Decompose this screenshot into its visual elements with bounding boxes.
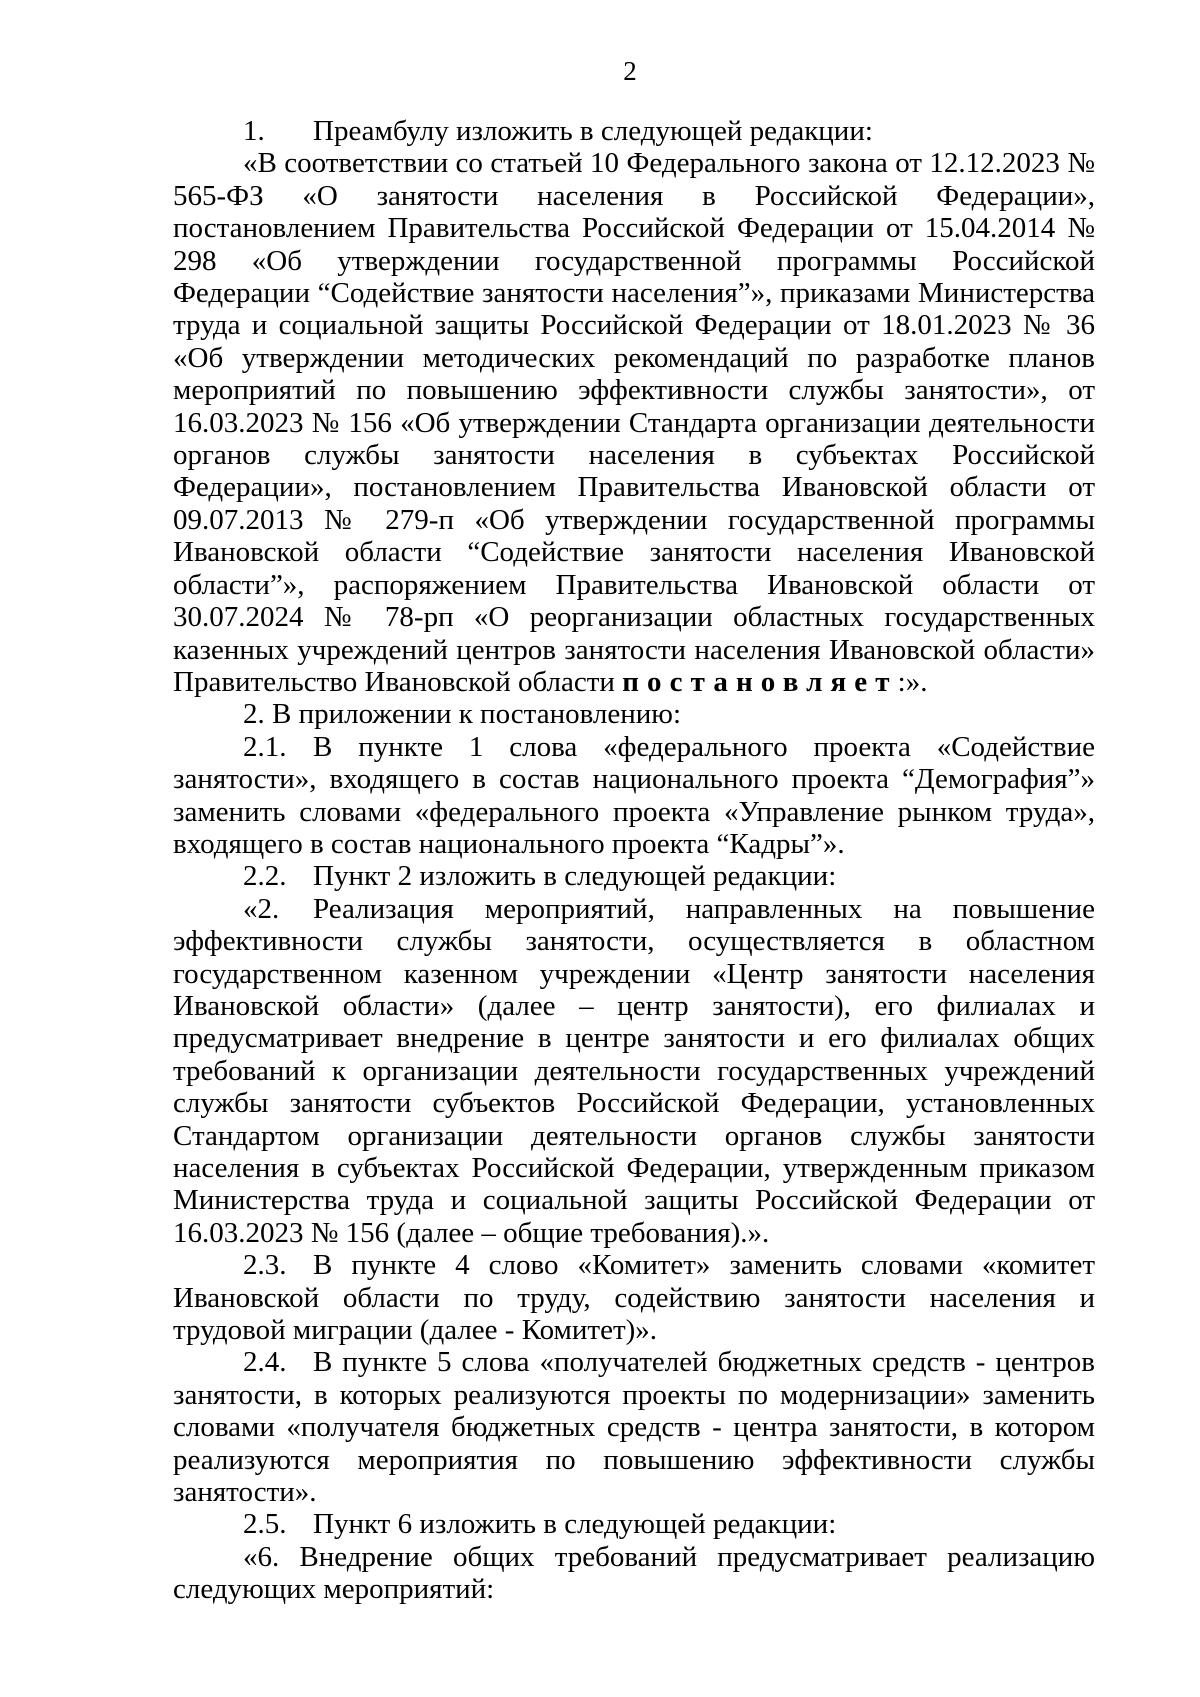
page-number: 2 [623, 56, 637, 86]
item-number: 1. [243, 115, 265, 147]
paragraph-quoted-6 [173, 1541, 1095, 1606]
paragraph-text: Преамбулу изложить в следующей редакции: [313, 115, 873, 147]
item-number: «2. [243, 892, 280, 925]
paragraph-text: «В соответствии со статьей 10 Федерального закона от 12.12.2023 № 565-ФЗ «О занятости населения в Российской Федерации», постановлением Правительства Российской Федерации от 15.04.2014 № 298 «Об утверждении государственной программы Российской Федерации “Содействие занятости населения”», приказами Министерства труда и социальной защиты Российской Федерации от 18.01.2023 № 36 «Об утверждении методических рекомендаций по разработке планов мероприятий по повышению эффективности службы занятости», от 16.03.2023 № 156 «Об утверждении Стандарта организации деятельности органов службы занятости населения в субъектах Российской Федерации», постановлением Правительства Ивановской области от 09.07.2013 № 279-п «Об утверждении государственной программы Ивановской области “Содействие занятости населения Ивановской области”», распоряжением Правительства Ивановской области от 30.07.2024 № 78-рп «О реорганизации областных государственных казенных учреждений центров занятости населения Ивановской области» Правительство Ивановской области [173, 147, 1095, 698]
item-number: 2.2. [243, 860, 287, 893]
paragraph-1 [173, 115, 1095, 147]
item-number: 2.5. [243, 1508, 287, 1541]
paragraph-text: Пункт 2 изложить в следующей редакции: [313, 860, 837, 893]
paragraph-preamble [173, 147, 1095, 698]
item-number: 2.4. [243, 1346, 287, 1379]
paragraph-2-2 [173, 860, 1095, 892]
paragraph-text: Пункт 6 изложить в следующей редакции: [313, 1508, 837, 1541]
paragraph-2 [173, 698, 1095, 730]
item-number: 2.1. [243, 730, 287, 763]
paragraph-text: В пункте 1 слова «федерального проекта «Содействие занятости», входящего в состав национального проекта “Демография”» заменить словами «федерального проекта «Управление рынком труда», входящего в состав национального проекта “Кадры”». [173, 730, 1095, 860]
paragraph-2-5 [173, 1508, 1095, 1540]
paragraph-text: Реализация мероприятий, направленных на повышение эффективности службы занятости, осуществляется в областном государственном казенном учреждении «Центр занятости населения Ивановской области» (далее – центр занятости), его филиалах и предусматривает внедрение в центре занятости и его филиалах общих требований к организации деятельности государственных учреждений службы занятости субъектов Российской Федерации, установленных Стандартом организации деятельности органов службы занятости населения в субъектах Российской Федерации, утвержденным приказом Министерства труда и социальной защиты Российской Федерации от 16.03.2023 № 156 (далее – общие требования).». [173, 892, 1095, 1249]
emphasized-word: постановляет [622, 665, 898, 698]
document-body [173, 115, 1095, 1606]
paragraph-2-3 [173, 1249, 1095, 1346]
paragraph-2-1 [173, 731, 1095, 861]
paragraph-text: В пункте 5 слова «получателей бюджетных средств - центров занятости, в которых реализуются проекты по модернизации» заменить словами «получателя бюджетных средств - центра занятости, в котором реализуются мероприятия по повышению эффективности службы занятости». [173, 1346, 1095, 1509]
paragraph-text: «6. Внедрение общих требований предусматривает реализацию следующих мероприятий: [173, 1540, 1095, 1606]
item-number: 2.3. [243, 1249, 287, 1282]
paragraph-text: 2. В приложении к постановлению: [243, 698, 682, 731]
paragraph-quoted-2 [173, 893, 1095, 1249]
paragraph-ending: :». [897, 665, 928, 698]
paragraph-text: В пункте 4 слово «Комитет» заменить словами «комитет Ивановской области по труду, содействию занятости населения и трудовой миграции (далее - Комитет)». [173, 1249, 1095, 1347]
paragraph-2-4 [173, 1346, 1095, 1508]
